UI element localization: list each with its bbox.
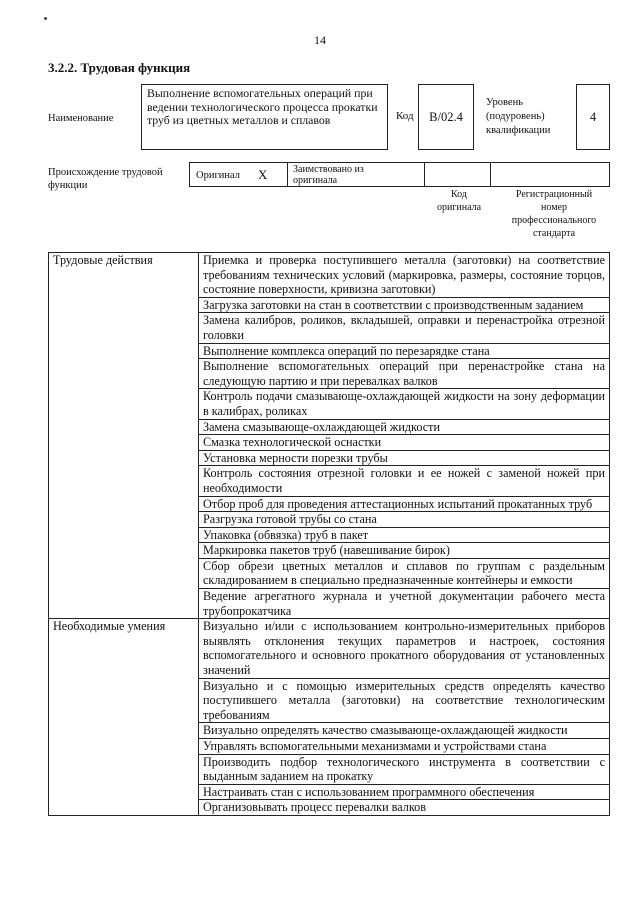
caption-line: стандарта xyxy=(532,228,576,239)
function-table xyxy=(48,252,610,816)
origin-divider xyxy=(424,162,425,187)
labor-action-item: Установка мерности порезки трубы xyxy=(199,450,610,466)
caption-line: номер xyxy=(541,202,567,213)
skill-item: Организовывать процесс перевалки валков xyxy=(199,800,610,816)
caption-line: оригинала xyxy=(436,202,482,213)
scan-mark xyxy=(44,17,47,20)
original-mark: X xyxy=(258,167,268,182)
level-value: 4 xyxy=(576,84,610,150)
labor-action-item: Разгрузка готовой трубы со стана xyxy=(199,512,610,528)
skills-label: Необходимые умения xyxy=(49,619,199,816)
original-label: Оригинал xyxy=(196,170,240,181)
labor-action-item: Выполнение вспомогательных операций при перенастройке стана на следующую партию и при перевалках валков xyxy=(199,359,610,389)
borrowed-label-line: Заимствовано из xyxy=(293,164,364,175)
labor-action-item: Маркировка пакетов труб (навешивание бирок) xyxy=(199,543,610,559)
skill-item: Настраивать стан с использованием программного обеспечения xyxy=(199,784,610,800)
labor-action-item: Отбор проб для проведения аттестационных испытаний прокатанных труб xyxy=(199,496,610,512)
registration-caption xyxy=(498,188,610,240)
borrowed-label-line: оригинала xyxy=(293,175,338,186)
labor-action-item: Упаковка (обвязка) труб в пакет xyxy=(199,527,610,543)
labor-action-item: Смазка технологической оснастки xyxy=(199,435,610,451)
caption-line: Код xyxy=(451,189,467,200)
labor-action-item: Замена калибров, роликов, вкладышей, оправки и перенастройка отрезной головки xyxy=(199,313,610,343)
labor-actions-label: Трудовые действия xyxy=(49,253,199,619)
origin-divider xyxy=(287,162,288,187)
code-value: В/02.4 xyxy=(418,84,474,150)
labor-action-item: Контроль состояния отрезной головки и ее ножей с заменой ножей при необходимости xyxy=(199,466,610,496)
page-number: 14 xyxy=(314,33,326,47)
table-row xyxy=(49,619,610,678)
level-label xyxy=(486,96,550,138)
table-row xyxy=(49,253,610,298)
caption-line: Регистрационный xyxy=(515,189,593,200)
skill-item: Визуально определять качество смазывающе-охлаждающей жидкости xyxy=(199,723,610,739)
labor-action-item: Выполнение комплекса операций по перезарядке стана xyxy=(199,343,610,359)
skill-item: Визуально и с помощью измерительных средств определять качество поступившего металла (заготовки) на соответствие технологическим требованиям xyxy=(199,678,610,723)
origin-row xyxy=(189,162,610,187)
skill-item: Управлять вспомогательными механизмами и устройствами стана xyxy=(199,739,610,755)
labor-action-item: Контроль подачи смазывающе-охлаждающей жидкости на зону деформации в калибрах, роликах xyxy=(199,389,610,419)
section-title: 3.2.2. Трудовая функция xyxy=(48,60,191,75)
name-label: Наименование xyxy=(48,113,114,124)
level-label-line: квалификации xyxy=(486,125,551,136)
code-label: Код xyxy=(396,110,414,122)
skill-item: Производить подбор технологического инструмента в соответствии с выданным заданием на прокатку xyxy=(199,754,610,784)
origin-label xyxy=(48,166,163,192)
labor-action-item: Замена смазывающе-охлаждающей жидкости xyxy=(199,419,610,435)
code-original-caption xyxy=(428,188,490,214)
caption-line: профессионального xyxy=(511,215,597,226)
borrowed-label xyxy=(293,164,364,186)
labor-action-item: Приемка и проверка поступившего металла (заготовки) на соответствие требованиям технических условий (маркировка, размеры, состояние торцов, состояние поверхности, кривизна заготовки) xyxy=(199,253,610,298)
origin-label-line: Происхождение трудовой xyxy=(48,167,163,178)
labor-action-item: Загрузка заготовки на стан в соответствии с производственным заданием xyxy=(199,297,610,313)
skill-item: Визуально и/или с использованием контрольно-измерительных приборов выявлять отклонения текущих параметров и настроек, состояния вспомогательного и основного прокатного оборудования от установленных значений xyxy=(199,619,610,678)
level-label-line: (подуровень) xyxy=(486,111,545,122)
labor-action-item: Сбор обрези цветных металлов и сплавов по группам с раздельным складированием в специально предназначенные контейнеры и емкости xyxy=(199,558,610,588)
origin-divider xyxy=(490,162,491,187)
function-name-value: Выполнение вспомогательных операций при ведении технологического процесса прокатки труб из цветных металлов и сплавов xyxy=(141,84,388,150)
labor-action-item: Ведение агрегатного журнала и учетной документации рабочего места трубопрокатчика xyxy=(199,589,610,619)
level-label-line: Уровень xyxy=(486,97,523,108)
origin-label-line: функции xyxy=(48,180,88,191)
